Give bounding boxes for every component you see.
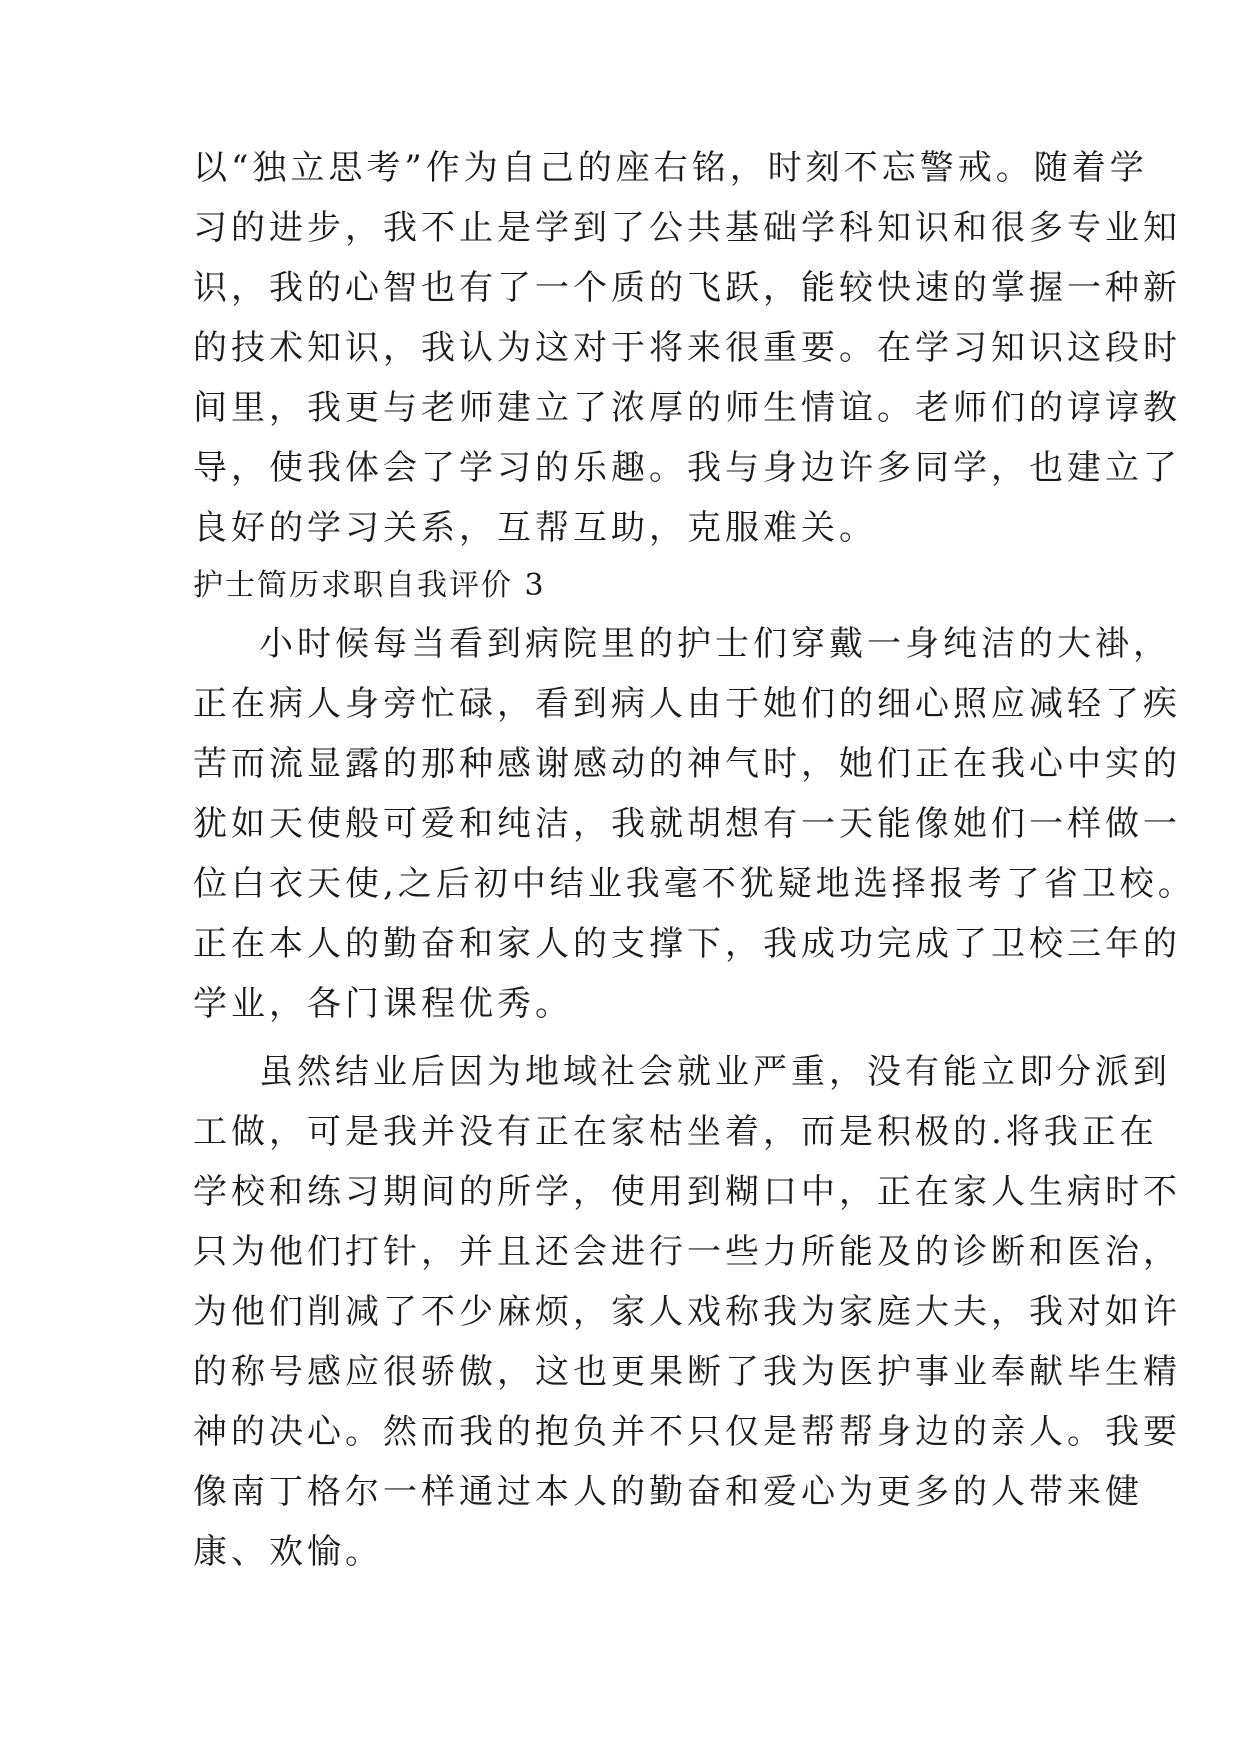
text-line: 以“独立思考”作为自己的座右铭，时刻不忘警戒。随着学 [193, 148, 1148, 188]
text-line: 的称号感应很骄傲，这也更果断了我为医护事业奉献毕生精 [193, 1352, 1181, 1392]
text-line: 正在本人的勤奋和家人的支撑下，我成功完成了卫校三年的 [193, 924, 1181, 964]
section-heading: 护士简历求职自我评价 3 [193, 568, 546, 603]
text-line: 神的决心。然而我的抱负并不只仅是帮帮身边的亲人。我要 [193, 1412, 1181, 1452]
text-line: 学校和练习期间的所学，使用到糊口中，正在家人生病时不 [193, 1172, 1181, 1212]
text-line: 只为他们打针，并且还会进行一些力所能及的诊断和医治， [193, 1232, 1181, 1272]
text-line: 导，使我体会了学习的乐趣。我与身边许多同学，也建立了 [193, 448, 1181, 488]
continued-paragraph [193, 138, 1181, 558]
text-line: 的技术知识，我认为这对于将来很重要。在学习知识这段时 [193, 328, 1181, 368]
text-line: 像南丁格尔一样通过本人的勤奋和爱心为更多的人带来健 [193, 1472, 1143, 1512]
paragraph-spacer [193, 1034, 1073, 1042]
text-line: 习的进步，我不止是学到了公共基础学科知识和很多专业知 [193, 208, 1181, 248]
text-line: 为他们削减了不少麻烦，家人戏称我为家庭大夫，我对如许 [193, 1292, 1181, 1332]
text-line: 小时候每当看到病院里的护士们穿戴一身纯洁的大褂， [259, 624, 1171, 664]
paragraph [193, 614, 1196, 1034]
text-line: 工做，可是我并没有正在家枯坐着，而是积极的.将我正在 [193, 1112, 1158, 1152]
text-line: 良好的学习关系，互帮互助，克服难关。 [193, 508, 877, 548]
document-page [193, 138, 1196, 1582]
paragraph [193, 1042, 1181, 1582]
text-line: 苦而流显露的那种感谢感动的神气时，她们正在我心中实的 [193, 744, 1181, 784]
text-line: 正在病人身旁忙碌，看到病人由于她们的细心照应减轻了疾 [193, 684, 1181, 724]
text-line: 位白衣天使,之后初中结业我毫不犹疑地选择报考了省卫校。 [193, 864, 1196, 904]
text-line: 康、欢愉。 [193, 1532, 383, 1572]
text-line: 虽然结业后因为地域社会就业严重，没有能立即分派到 [259, 1052, 1171, 1092]
text-line: 犹如天使般可爱和纯洁，我就胡想有一天能像她们一样做一 [193, 804, 1181, 844]
text-line: 识，我的心智也有了一个质的飞跃，能较快速的掌握一种新 [193, 268, 1181, 308]
text-line: 学业，各门课程优秀。 [193, 984, 573, 1024]
text-line: 间里，我更与老师建立了浓厚的师生情谊。老师们的谆谆教 [193, 388, 1181, 428]
